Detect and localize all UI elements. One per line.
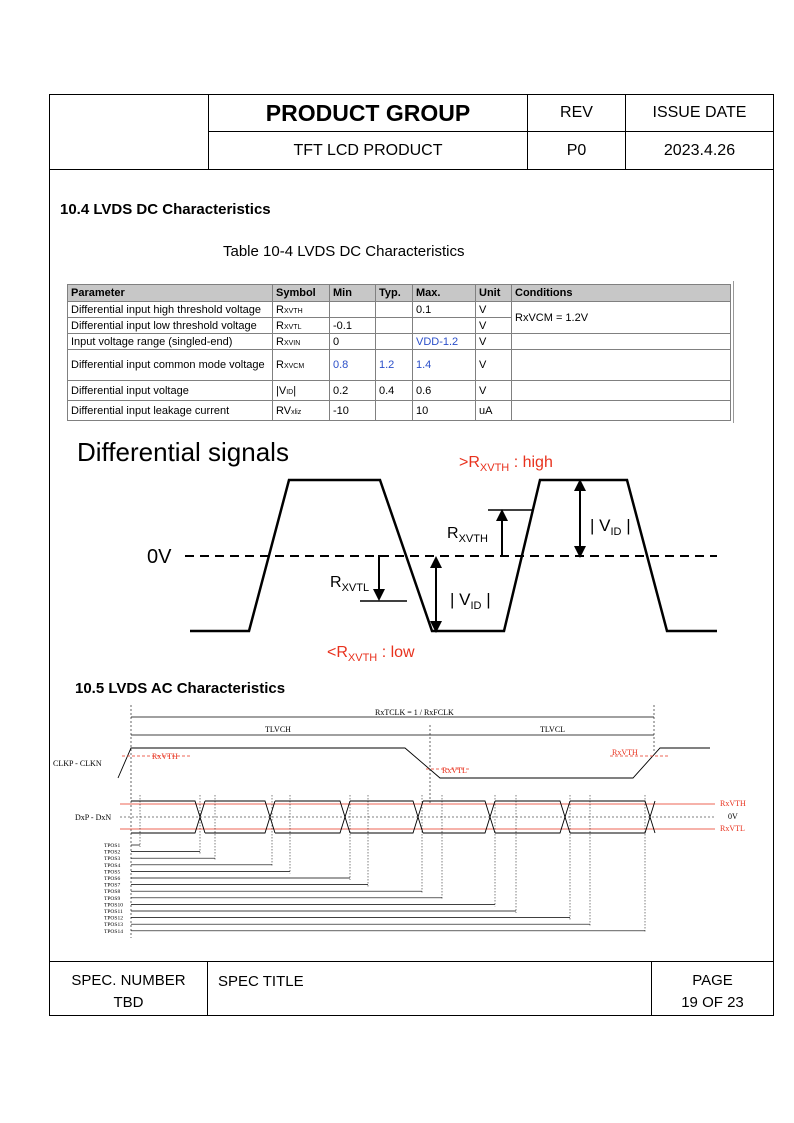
rxvtl-arrowhead [373, 589, 385, 601]
rev-label: REV [527, 95, 625, 132]
spec-title-label: SPEC TITLE [208, 962, 652, 1015]
page-indicator [652, 992, 773, 1014]
data-label: DxP - DxN [75, 813, 112, 822]
cell-max [413, 318, 476, 334]
section-heading-dc: 10.4 LVDS DC Characteristics [60, 201, 271, 218]
cell-parameter: Differential input voltage [68, 381, 273, 401]
table-header-row [68, 285, 731, 302]
spec-number-label: SPEC. NUMBER [71, 972, 186, 989]
tpos-label: TPOS3 [104, 856, 121, 863]
symbol-sub: XVTL [283, 323, 302, 331]
product-name: TFT LCD PRODUCT [208, 132, 527, 169]
tpos-label: TPOS10 [104, 902, 123, 909]
table-row [68, 350, 731, 381]
cell-max: VDD-1.2 [413, 334, 476, 350]
cell-typ [376, 302, 413, 318]
symbol-sub: xliz [291, 408, 302, 416]
vid-low-label: | $V_{ID}$ | [450, 590, 491, 612]
col-conditions: Conditions [512, 285, 731, 302]
cell-min: 0 [330, 334, 376, 350]
cell-unit: uA [476, 401, 512, 421]
ac-timing-diagram [50, 703, 772, 953]
cell-conditions [512, 401, 731, 421]
symbol-main: R [276, 335, 284, 348]
issue-date-label: ISSUE DATE [625, 95, 773, 132]
clk-rxvth-label: RxVTH [152, 752, 178, 761]
vid-low-arrowhead-up [430, 556, 442, 568]
tpos-label: TPOS14 [104, 928, 123, 935]
cell-typ [376, 401, 413, 421]
symbol-sub: ID [286, 388, 294, 396]
clk-rxvth-label-2: RxVTH [612, 748, 638, 757]
col-min: Min [330, 285, 376, 302]
tpos-label: TPOS9 [104, 895, 121, 902]
symbol-sub: XVCM [283, 363, 305, 370]
issue-date-value: 2023.4.26 [625, 132, 773, 169]
data-rxvtl-label: RxVTL [720, 824, 745, 833]
symbol-sub: XVTH [283, 307, 303, 315]
document-footer [49, 961, 774, 1016]
dc-characteristics-table [67, 284, 731, 421]
cell-max: 10 [413, 401, 476, 421]
cell-unit: V [476, 302, 512, 318]
page-total: OF 23 [702, 994, 744, 1011]
tpos-label: TPOS13 [104, 922, 123, 929]
cell-parameter: Differential input low threshold voltage [68, 318, 273, 334]
cell-min: 0.2 [330, 381, 376, 401]
rxvtl-label: $R_{XVTL}$ [330, 574, 370, 594]
tpos-label: TPOS2 [104, 849, 121, 856]
data-rxvth-label: RxVTH [720, 799, 746, 808]
cell-typ: 1.2 [376, 350, 413, 381]
spec-number-cell [50, 962, 208, 1015]
symbol-main: R [276, 319, 284, 332]
col-typ: Typ. [376, 285, 413, 302]
page-label: PAGE [692, 972, 733, 989]
cell-min: -10 [330, 401, 376, 421]
cell-symbol [273, 302, 330, 318]
high-label: $>R_{XVTH}$ : high [459, 454, 553, 474]
cell-typ [376, 334, 413, 350]
tlvcl-label: TLVCL [540, 725, 566, 734]
rxvth-arrowhead [496, 509, 508, 521]
logo-cell [50, 95, 208, 169]
spec-number-value: TBD [113, 994, 144, 1011]
zero-volt-label: 0V [147, 546, 172, 568]
table-row [68, 381, 731, 401]
cell-max: 0.6 [413, 381, 476, 401]
cell-unit: V [476, 350, 512, 381]
vid-high-label: | $V_{ID}$ | [590, 516, 631, 538]
cell-parameter: Input voltage range (singled-end) [68, 334, 273, 350]
cell-min: 0.8 [330, 350, 376, 381]
tpos-label: TPOS8 [104, 889, 121, 896]
low-label: $<R_{XVTH}$ : low [327, 644, 415, 664]
clk-label: CLKP - CLKN [53, 759, 102, 768]
product-group-title: PRODUCT GROUP [208, 95, 527, 132]
cell-unit: V [476, 318, 512, 334]
cell-parameter: Differential input leakage current [68, 401, 273, 421]
cell-typ: 0.4 [376, 381, 413, 401]
cell-conditions [512, 334, 731, 350]
table-row [68, 334, 731, 350]
cell-typ [376, 318, 413, 334]
cell-conditions [512, 381, 731, 401]
col-parameter: Parameter [68, 285, 273, 302]
data-zero-label: 0V [728, 812, 738, 821]
cell-symbol [273, 381, 330, 401]
page-cell [652, 962, 773, 1015]
cell-unit: V [476, 381, 512, 401]
tpos-label: TPOS12 [104, 915, 123, 922]
symbol-main: R [276, 359, 284, 371]
cell-parameter: Differential input high threshold voltage [68, 302, 273, 318]
cell-max: 0.1 [413, 302, 476, 318]
col-max: Max. [413, 285, 476, 302]
cell-symbol [273, 334, 330, 350]
symbol-main: R [276, 303, 284, 316]
tpos-markers [104, 795, 645, 935]
cell-symbol [273, 350, 330, 381]
col-unit: Unit [476, 285, 512, 302]
cell-conditions: RxVCM = 1.2V [512, 302, 731, 334]
diagram-title: Differential signals [77, 437, 289, 467]
symbol-sub: XVIN [283, 339, 301, 347]
tpos-label: TPOS4 [104, 862, 121, 869]
rxtclk-label: RxTCLK = 1 / RxFCLK [375, 708, 454, 717]
table-row [68, 302, 731, 318]
cell-max: 1.4 [413, 350, 476, 381]
tpos-label: TPOS11 [104, 909, 123, 915]
symbol-main: RV [276, 404, 292, 417]
col-symbol: Symbol [273, 285, 330, 302]
cell-min [330, 302, 376, 318]
page-number: 19 [681, 994, 698, 1011]
table-row [68, 401, 731, 421]
table-caption: Table 10-4 LVDS DC Characteristics [223, 243, 465, 260]
symbol-end: | [293, 384, 297, 397]
symbol-main: |V [276, 384, 287, 397]
differential-signals-diagram [62, 425, 735, 665]
tpos-label: TPOS7 [104, 882, 121, 889]
cell-conditions [512, 350, 731, 381]
cell-parameter: Differential input common mode voltage [68, 350, 273, 381]
tpos-label: TPOS1 [104, 843, 121, 849]
cell-min: -0.1 [330, 318, 376, 334]
tpos-label: TPOS6 [104, 876, 121, 882]
cell-symbol [273, 401, 330, 421]
cell-unit: V [476, 334, 512, 350]
tlvch-label: TLVCH [265, 725, 291, 734]
section-heading-ac: 10.5 LVDS AC Characteristics [75, 680, 286, 697]
rev-value: P0 [527, 132, 625, 169]
rxvth-label: $R_{XVTH}$ [447, 525, 488, 545]
tpos-label: TPOS5 [104, 869, 121, 876]
cell-symbol [273, 318, 330, 334]
clk-rxvtl-label: RxVTL [442, 766, 467, 775]
document-header [49, 94, 774, 170]
